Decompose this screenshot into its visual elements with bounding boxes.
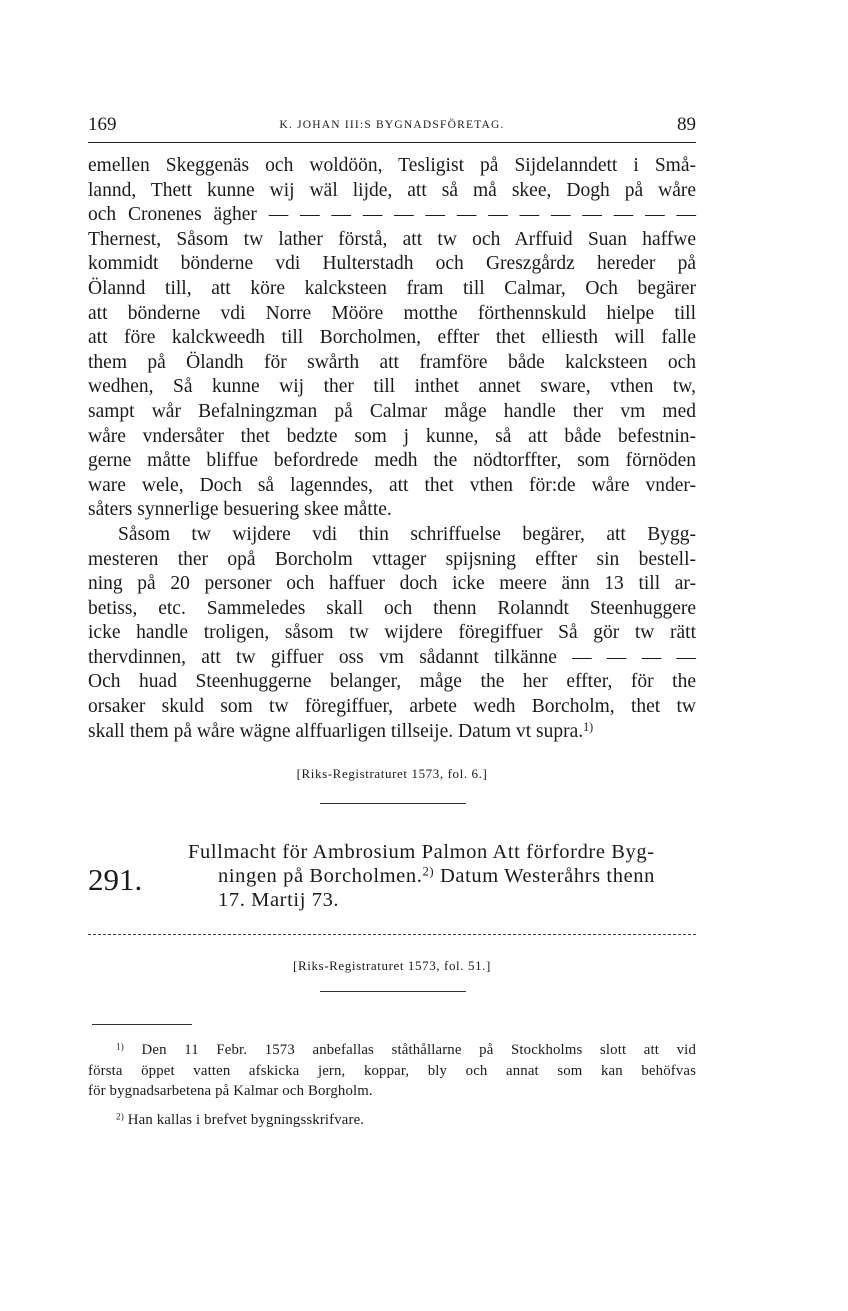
title-line bbox=[188, 864, 696, 888]
footnote-1 bbox=[88, 1040, 696, 1102]
title-line: 17. Martij 73. bbox=[218, 889, 340, 911]
document-number: 291. bbox=[88, 862, 143, 897]
document-title bbox=[188, 840, 696, 912]
text-line: them på Ölandh för swårth att framföre både kalcksteen och bbox=[88, 351, 696, 373]
text-line: gerne måtte bliffue befordrede medh the nödtorffter, som förnöden bbox=[88, 450, 696, 472]
footnote-marker: 2) bbox=[116, 1110, 124, 1121]
text-span: Han kallas i brefvet bygningsskrifvare. bbox=[127, 1111, 365, 1128]
text-line: att bönderne vdi Norre Mööre motthe förthennskuld hielpe till bbox=[88, 302, 696, 324]
text-span: Datum Westeråhrs thenn bbox=[440, 865, 655, 887]
footnote-line bbox=[88, 1040, 696, 1061]
text-span: Den 11 Febr. 1573 anbefallas ståthållarne på Stockholms slott att vid bbox=[141, 1042, 696, 1058]
dashed-omission-line bbox=[88, 934, 696, 935]
text-line: såters synnerlige besuering skee måtte. bbox=[88, 499, 392, 521]
document-text bbox=[88, 154, 696, 744]
text-span: skall them på wåre wägne alffuarligen tillseije. Datum vt supra. bbox=[88, 720, 584, 742]
text-line: Såsom tw wijdere vdi thin schriffuelse begärer, att Bygg- bbox=[118, 523, 696, 545]
text-line: emellen Skeggenäs och woldöön, Tesligist på Sijdelanndett i Små- bbox=[88, 155, 696, 176]
footnote-line: för bygnadsarbetena på Kalmar och Borgholm. bbox=[88, 1083, 373, 1099]
section-divider bbox=[320, 803, 466, 804]
footnote-line bbox=[88, 1110, 696, 1131]
text-line: Och huad Steenhuggerne belanger, måge the her effter, för the bbox=[88, 671, 696, 693]
footnote-marker: 1) bbox=[116, 1041, 124, 1052]
text-line: orsaker skuld som tw föregiffuer, arbete wedh Borcholm, thet tw bbox=[88, 696, 696, 718]
text-line: wedhen, Så kunne wij ther till inthet annet sware, vthen tw, bbox=[88, 376, 696, 398]
text-line: ning på 20 personer och haffuer doch icke meere änn 13 till ar- bbox=[88, 573, 696, 595]
footnote-marker: 2) bbox=[422, 864, 435, 879]
text-line: sampt wår Befalningzman på Calmar måge handle ther vm med bbox=[88, 400, 696, 422]
running-title: K. JOHAN III:S BYGNADSFÖRETAG. bbox=[279, 119, 505, 131]
page-number-right: 89 bbox=[677, 114, 696, 135]
source-reference: [Riks-Registraturet 1573, fol. 6.] bbox=[296, 766, 488, 781]
text-line: betiss, etc. Sammeledes skall och thenn Rolanndt Steenhuggere bbox=[88, 597, 696, 619]
text-line-with-note bbox=[88, 720, 696, 745]
text-line: Thernest, Såsom tw lather förstå, att tw och Arffuid Suan haffwe bbox=[88, 228, 696, 250]
text-line: och Cronenes ägher — — — — — — — — — — — — — — bbox=[88, 204, 696, 226]
text-line: mesteren ther opå Borcholm vttager spijsning effter sin bestell- bbox=[88, 548, 696, 570]
title-line: Fullmacht för Ambrosium Palmon Att förfordre Byg- bbox=[188, 841, 655, 863]
page-number-left: 169 bbox=[88, 114, 117, 135]
footnote-marker: 1) bbox=[583, 719, 594, 734]
text-line: icke handle troligen, såsom tw wijdere föregiffuer Så gör tw rätt bbox=[88, 622, 696, 644]
text-line: wåre vndersåter thet bedzte som j kunne, så att både befestnin- bbox=[88, 425, 696, 447]
footnote-2 bbox=[88, 1110, 696, 1131]
text-line: Ölannd till, att köre kalcksteen fram till Calmar, Och begärer bbox=[88, 277, 696, 299]
text-line: ware wele, Doch så lagenndes, att thet vthen för:de wåre vnder- bbox=[88, 474, 696, 496]
footnote-line: första öppet vatten afskicka jern, koppar, bly och annat som kan behöfvas bbox=[88, 1062, 696, 1079]
source-reference: [Riks-Registraturet 1573, fol. 51.] bbox=[293, 958, 491, 973]
text-span: ningen på Borcholmen. bbox=[218, 865, 423, 887]
section-divider bbox=[320, 991, 466, 992]
footnote-rule bbox=[92, 1024, 192, 1025]
text-line: kommidt bönderne vdi Hulterstadh och Greszgårdz hereder på bbox=[88, 253, 696, 275]
text-line: att före kalckweedh till Borcholmen, effter thet elliesth will falle bbox=[88, 327, 696, 349]
text-line: thervdinnen, att tw giffuer oss vm sådannt tilkänne — — — — bbox=[88, 646, 696, 668]
footnotes bbox=[88, 1040, 696, 1130]
page-header bbox=[88, 114, 696, 143]
text-line: lannd, Thett kunne wij wäl lijde, att så må skee, Dogh på wåre bbox=[88, 179, 696, 201]
